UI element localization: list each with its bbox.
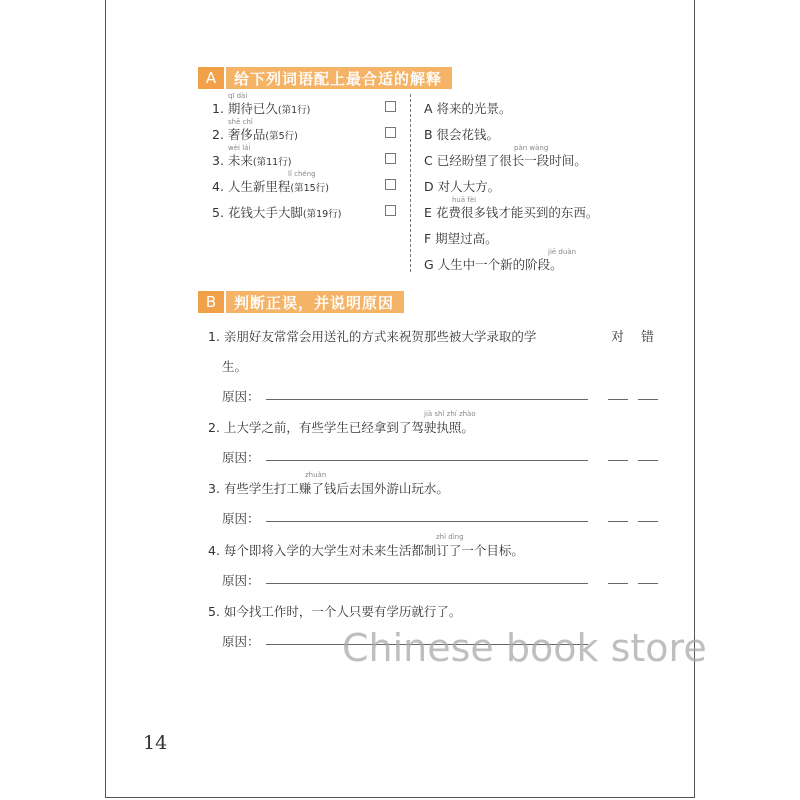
definition-c: C 已经盼望了很长一段时间。: [424, 153, 587, 168]
true-blank-2[interactable]: [608, 460, 628, 461]
false-blank-2[interactable]: [638, 460, 658, 461]
reason-line-2[interactable]: [266, 460, 588, 461]
statement-5: 5. 如今找工作时，一个人只要有学历就行了。: [208, 604, 462, 619]
match-box-5[interactable]: [385, 205, 396, 216]
section-a-letter: A: [198, 67, 224, 89]
pinyin-def-c: pàn wàng: [514, 144, 549, 152]
pinyin-a2: shē chǐ: [228, 118, 253, 126]
pinyin-def-g: jiē duàn: [548, 248, 577, 256]
pinyin-b2: jià shǐ zhí zhào: [424, 410, 476, 418]
reason-line-3[interactable]: [266, 521, 588, 522]
reason-line-1[interactable]: [266, 399, 588, 400]
reason-label-2: 原因：: [222, 450, 260, 465]
section-b-header: [198, 291, 404, 313]
reason-label-1: 原因：: [222, 389, 260, 404]
match-box-2[interactable]: [385, 127, 396, 138]
true-blank-1[interactable]: [608, 399, 628, 400]
definition-g: G 人生中一个新的阶段。: [424, 257, 563, 272]
match-box-3[interactable]: [385, 153, 396, 164]
statement-1: 1. 亲朋好友常常会用送礼的方式来祝贺那些被大学录取的学: [208, 329, 537, 344]
true-label: 对: [611, 330, 625, 345]
reason-label-5: 原因：: [222, 634, 260, 649]
true-blank-3[interactable]: [608, 521, 628, 522]
false-blank-1[interactable]: [638, 399, 658, 400]
section-a-header: [198, 67, 452, 89]
reason-label-3: 原因：: [222, 511, 260, 526]
divider-dashed: [410, 94, 411, 272]
statement-2: 2. 上大学之前，有些学生已经拿到了驾驶执照。: [208, 420, 474, 435]
false-label: 错: [641, 330, 655, 345]
page-number: 14: [143, 732, 168, 754]
word-item-4: 4. 人生新里程(第15行): [212, 179, 329, 194]
section-b-title: 判断正误，并说明原因: [226, 291, 404, 313]
pinyin-def-e: huā fèi: [452, 196, 477, 204]
word-item-1: 1. 期待已久(第1行): [212, 101, 311, 116]
word-item-2: 2. 奢侈品(第5行): [212, 127, 298, 142]
section-a-title: 给下列词语配上最合适的解释: [226, 67, 452, 89]
reason-label-4: 原因：: [222, 573, 260, 588]
pinyin-b4: zhì dìng: [436, 533, 464, 541]
pinyin-a3: wèi lái: [228, 144, 251, 152]
match-box-4[interactable]: [385, 179, 396, 190]
definition-a: A 将来的光景。: [424, 101, 512, 116]
definition-e: E 花费很多钱才能买到的东西。: [424, 205, 599, 220]
false-blank-3[interactable]: [638, 521, 658, 522]
pinyin-a4: lǐ chéng: [288, 170, 316, 178]
definition-b: B 很会花钱。: [424, 127, 500, 142]
statement-1-cont: 生。: [222, 359, 248, 374]
pinyin-a1: qī dài: [228, 92, 248, 100]
word-item-3: 3. 未来(第11行): [212, 153, 292, 168]
definition-f: F 期望过高。: [424, 231, 498, 246]
section-b-letter: B: [198, 291, 224, 313]
statement-3: 3. 有些学生打工赚了钱后去国外游山玩水。: [208, 481, 449, 496]
watermark: Chinese book store: [342, 626, 707, 670]
statement-4: 4. 每个即将入学的大学生对未来生活都制订了一个目标。: [208, 543, 524, 558]
match-box-1[interactable]: [385, 101, 396, 112]
true-blank-4[interactable]: [608, 583, 628, 584]
definition-d: D 对人大方。: [424, 179, 501, 194]
pinyin-b3: zhuàn: [305, 471, 327, 479]
reason-line-4[interactable]: [266, 583, 588, 584]
word-item-5: 5. 花钱大手大脚(第19行): [212, 205, 342, 220]
false-blank-4[interactable]: [638, 583, 658, 584]
